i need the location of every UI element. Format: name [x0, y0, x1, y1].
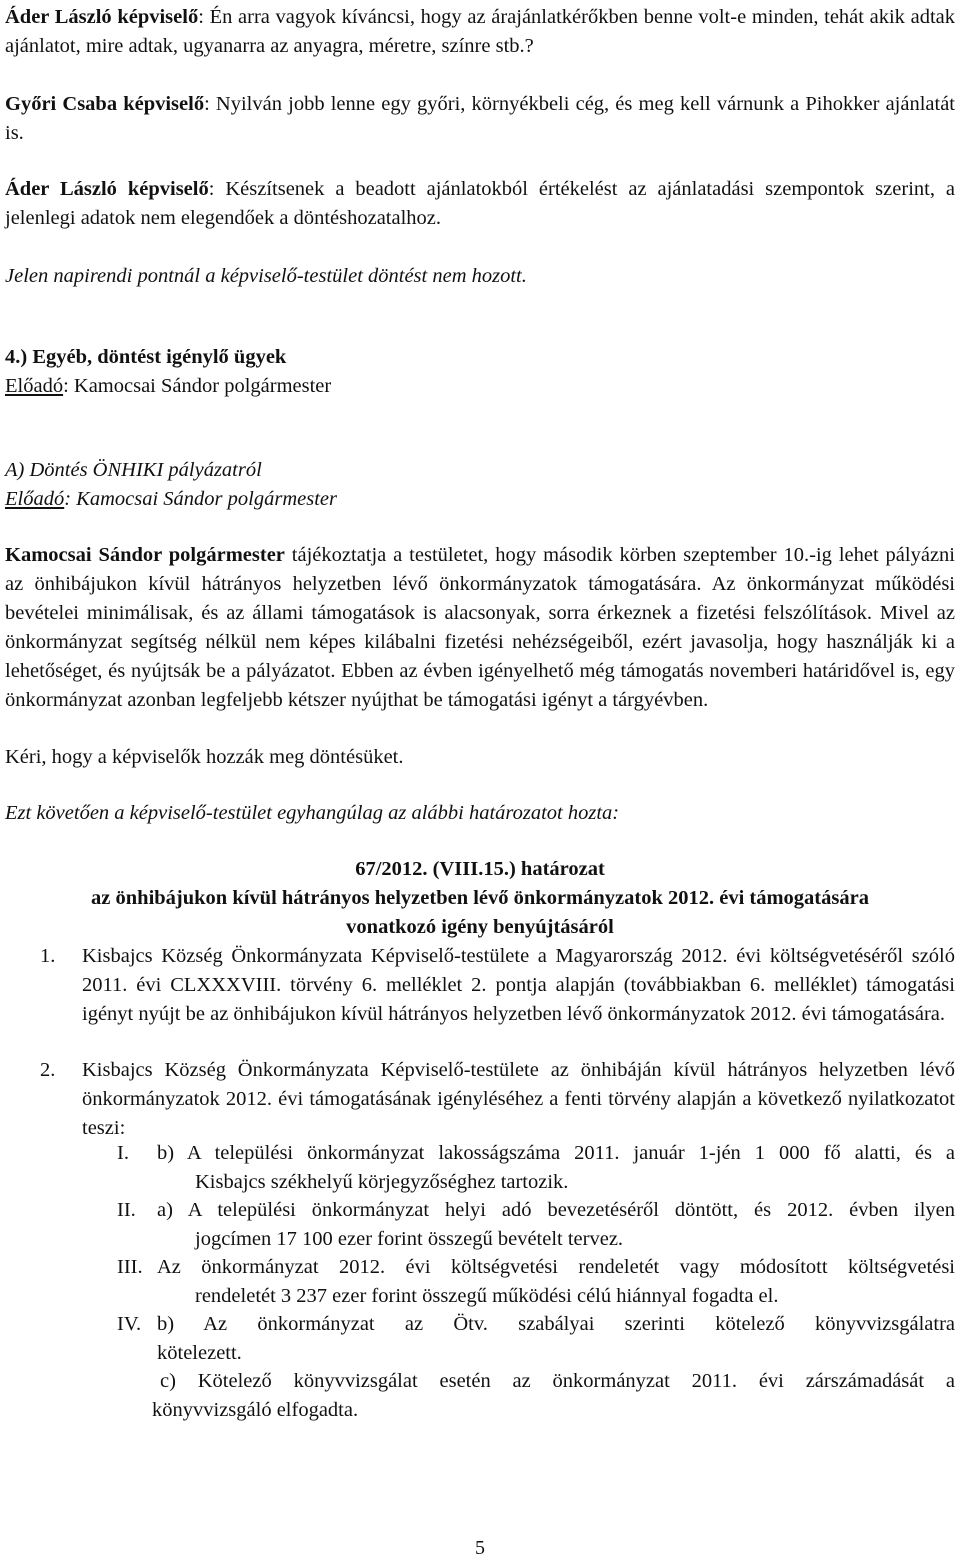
- declaration-II: [117, 1196, 955, 1254]
- resolution-title-text: vonatkozó igény benyújtásáról: [346, 916, 614, 938]
- paragraph-ader-1: [5, 3, 955, 61]
- presenter-name: : Kamocsai Sándor polgármester: [64, 488, 337, 510]
- resolution-title-line-1: [5, 884, 955, 913]
- declaration-IV: [117, 1310, 955, 1368]
- presenter-label: Előadó: [5, 375, 64, 397]
- speaker-name: Kamocsai Sándor polgármester: [5, 544, 285, 566]
- speaker-name: Győri Csaba képviselő: [5, 93, 205, 115]
- section-a-heading: A) Döntés ÖNHIKI pályázatról: [5, 459, 262, 481]
- mayor-briefing-paragraph: [5, 541, 955, 715]
- resolution-number: [5, 855, 955, 884]
- page-number: 5: [475, 1537, 485, 1559]
- section-4-heading: [5, 343, 955, 372]
- presenter-label: Előadó: [5, 488, 65, 510]
- mayor-request: Kéri, hogy a képviselők hozzák meg döntésüket.: [5, 746, 404, 768]
- declaration-III: [117, 1253, 955, 1311]
- no-decision-note: Jelen napirendi pontnál a képviselő-testület döntést nem hozott.: [5, 265, 527, 287]
- resolution-title-text: az önhibájukon kívül hátrányos helyzetben lévő önkormányzatok 2012. évi támogatására: [91, 887, 869, 909]
- resolution-number-text: 67/2012. (VIII.15.) határozat: [355, 858, 605, 880]
- declaration-text: b) Az önkormányzat az Ötv. szabályai szerinti kötelező könyvvizsgálatra: [157, 1313, 955, 1335]
- paragraph-text: : Én arra vagyok kíváncsi, hogy az árajánlatkérőkben benne volt-e minden, tehát akik adtak ajánlatot, mire adtak, ugyanarra az anyagra, méretre, színre stb.?: [5, 6, 955, 57]
- declaration-I: [117, 1139, 955, 1197]
- paragraph-ader-2: [5, 175, 955, 233]
- declaration-text: a) A települési önkormányzat helyi adó bevezetéséről döntött, és 2012. évben ilyen: [157, 1199, 955, 1221]
- paragraph-text: : Nyilván jobb lenne egy győri, környékbeli cég, és meg kell várnunk a Pihokker ajánlatát is.: [5, 93, 956, 144]
- speaker-name: Áder László képviselő: [5, 6, 199, 28]
- declaration-number: II.: [117, 1199, 136, 1221]
- paragraph-text: : Készítsenek a beadott ajánlatokból értékelést az ajánlatadási szempontok szerint, a jelenlegi adatok nem elegendőek a döntéshozatalhoz.: [5, 178, 955, 229]
- section-4-presenter: [5, 372, 955, 401]
- paragraph-text: tájékoztatja a testületet, hogy második körben szeptember 10.-ig lehet pályázni az önhibájukon kívül hátrányos helyzetben lévő önkormányzatok támogatására. Az önkormányzat működési bevételei minimálisak, és az állami támogatások is alacsonyak, sorra érkeznek a fizetési felszólítások. Mivel az önkormányzat segítség nélkül nem képes kilábalni fizetési nehézségeiből, ezért javasolja, hogy használják ki a lehetőséget, és nyújtsák be a pályázatot. Ebben az évben igényelhető még támogatás novemberi határidővel is, egy önkormányzat azonban legfeljebb kétszer nyújthat be támogatási igényt a tárgyévben.: [5, 544, 955, 711]
- declaration-text: b) A települési önkormányzat lakosságszáma 2011. január 1-jén 1 000 fő alatti, és a: [157, 1142, 955, 1164]
- section-a-presenter: [5, 485, 955, 514]
- item-number: 2.: [40, 1059, 56, 1081]
- resolution-item-2: [5, 1056, 955, 1143]
- item-number: 1.: [40, 945, 56, 967]
- declaration-c: [152, 1367, 955, 1425]
- declaration-number: IV.: [117, 1313, 142, 1335]
- item-text: Kisbajcs Község Önkormányzata Képviselő-testülete a Magyarország 2012. évi költségvetéséről szóló 2011. évi CLXXXVIII. törvény 6. melléklet 2. pontja alapján (továbbiakban 6. melléklet) támogatási igényt nyújt be az önhibájukon kívül hátrányos helyzetben lévő önkormányzatok 2012. évi támogatására.: [82, 945, 955, 1025]
- item-text: Kisbajcs Község Önkormányzata Képviselő-testülete az önhibáján kívül hátrányos helyzetben lévő önkormányzatok 2012. évi támogatásának igényléséhez a fenti törvény alapján a következő nyilatkozatot teszi:: [82, 1059, 955, 1139]
- section-heading: 4.) Egyéb, döntést igénylő ügyek: [5, 346, 287, 368]
- decision-intro: Ezt követően a képviselő-testület egyhangúlag az alábbi határozatot hozta:: [5, 802, 620, 824]
- declaration-text: c) Kötelező könyvvizsgálat esetén az önkormányzat 2011. évi zárszámadását a: [160, 1370, 955, 1392]
- presenter-name: : Kamocsai Sándor polgármester: [63, 375, 332, 397]
- resolution-title-line-2: [5, 913, 955, 942]
- declaration-text: Az önkormányzat 2012. évi költségvetési rendeletét vagy módosított költségvetési: [157, 1256, 955, 1278]
- declaration-number: I.: [117, 1142, 129, 1164]
- paragraph-gyori: [5, 90, 955, 148]
- declaration-text-cont: rendeletét 3 237 ezer forint összegű működési célú hiánnyal fogadta el.: [195, 1285, 779, 1307]
- resolution-item-1: [5, 942, 955, 1029]
- declaration-text-cont: Kisbajcs székhelyű körjegyzőséghez tartozik.: [195, 1171, 569, 1193]
- speaker-name: Áder László képviselő: [5, 178, 209, 200]
- declaration-text-cont: kötelezett.: [157, 1342, 242, 1364]
- declaration-number: III.: [117, 1256, 143, 1278]
- declaration-text-cont: könyvvizsgáló elfogadta.: [152, 1399, 359, 1421]
- declaration-text-cont: jogcímen 17 100 ezer forint összegű bevételt tervez.: [195, 1228, 624, 1250]
